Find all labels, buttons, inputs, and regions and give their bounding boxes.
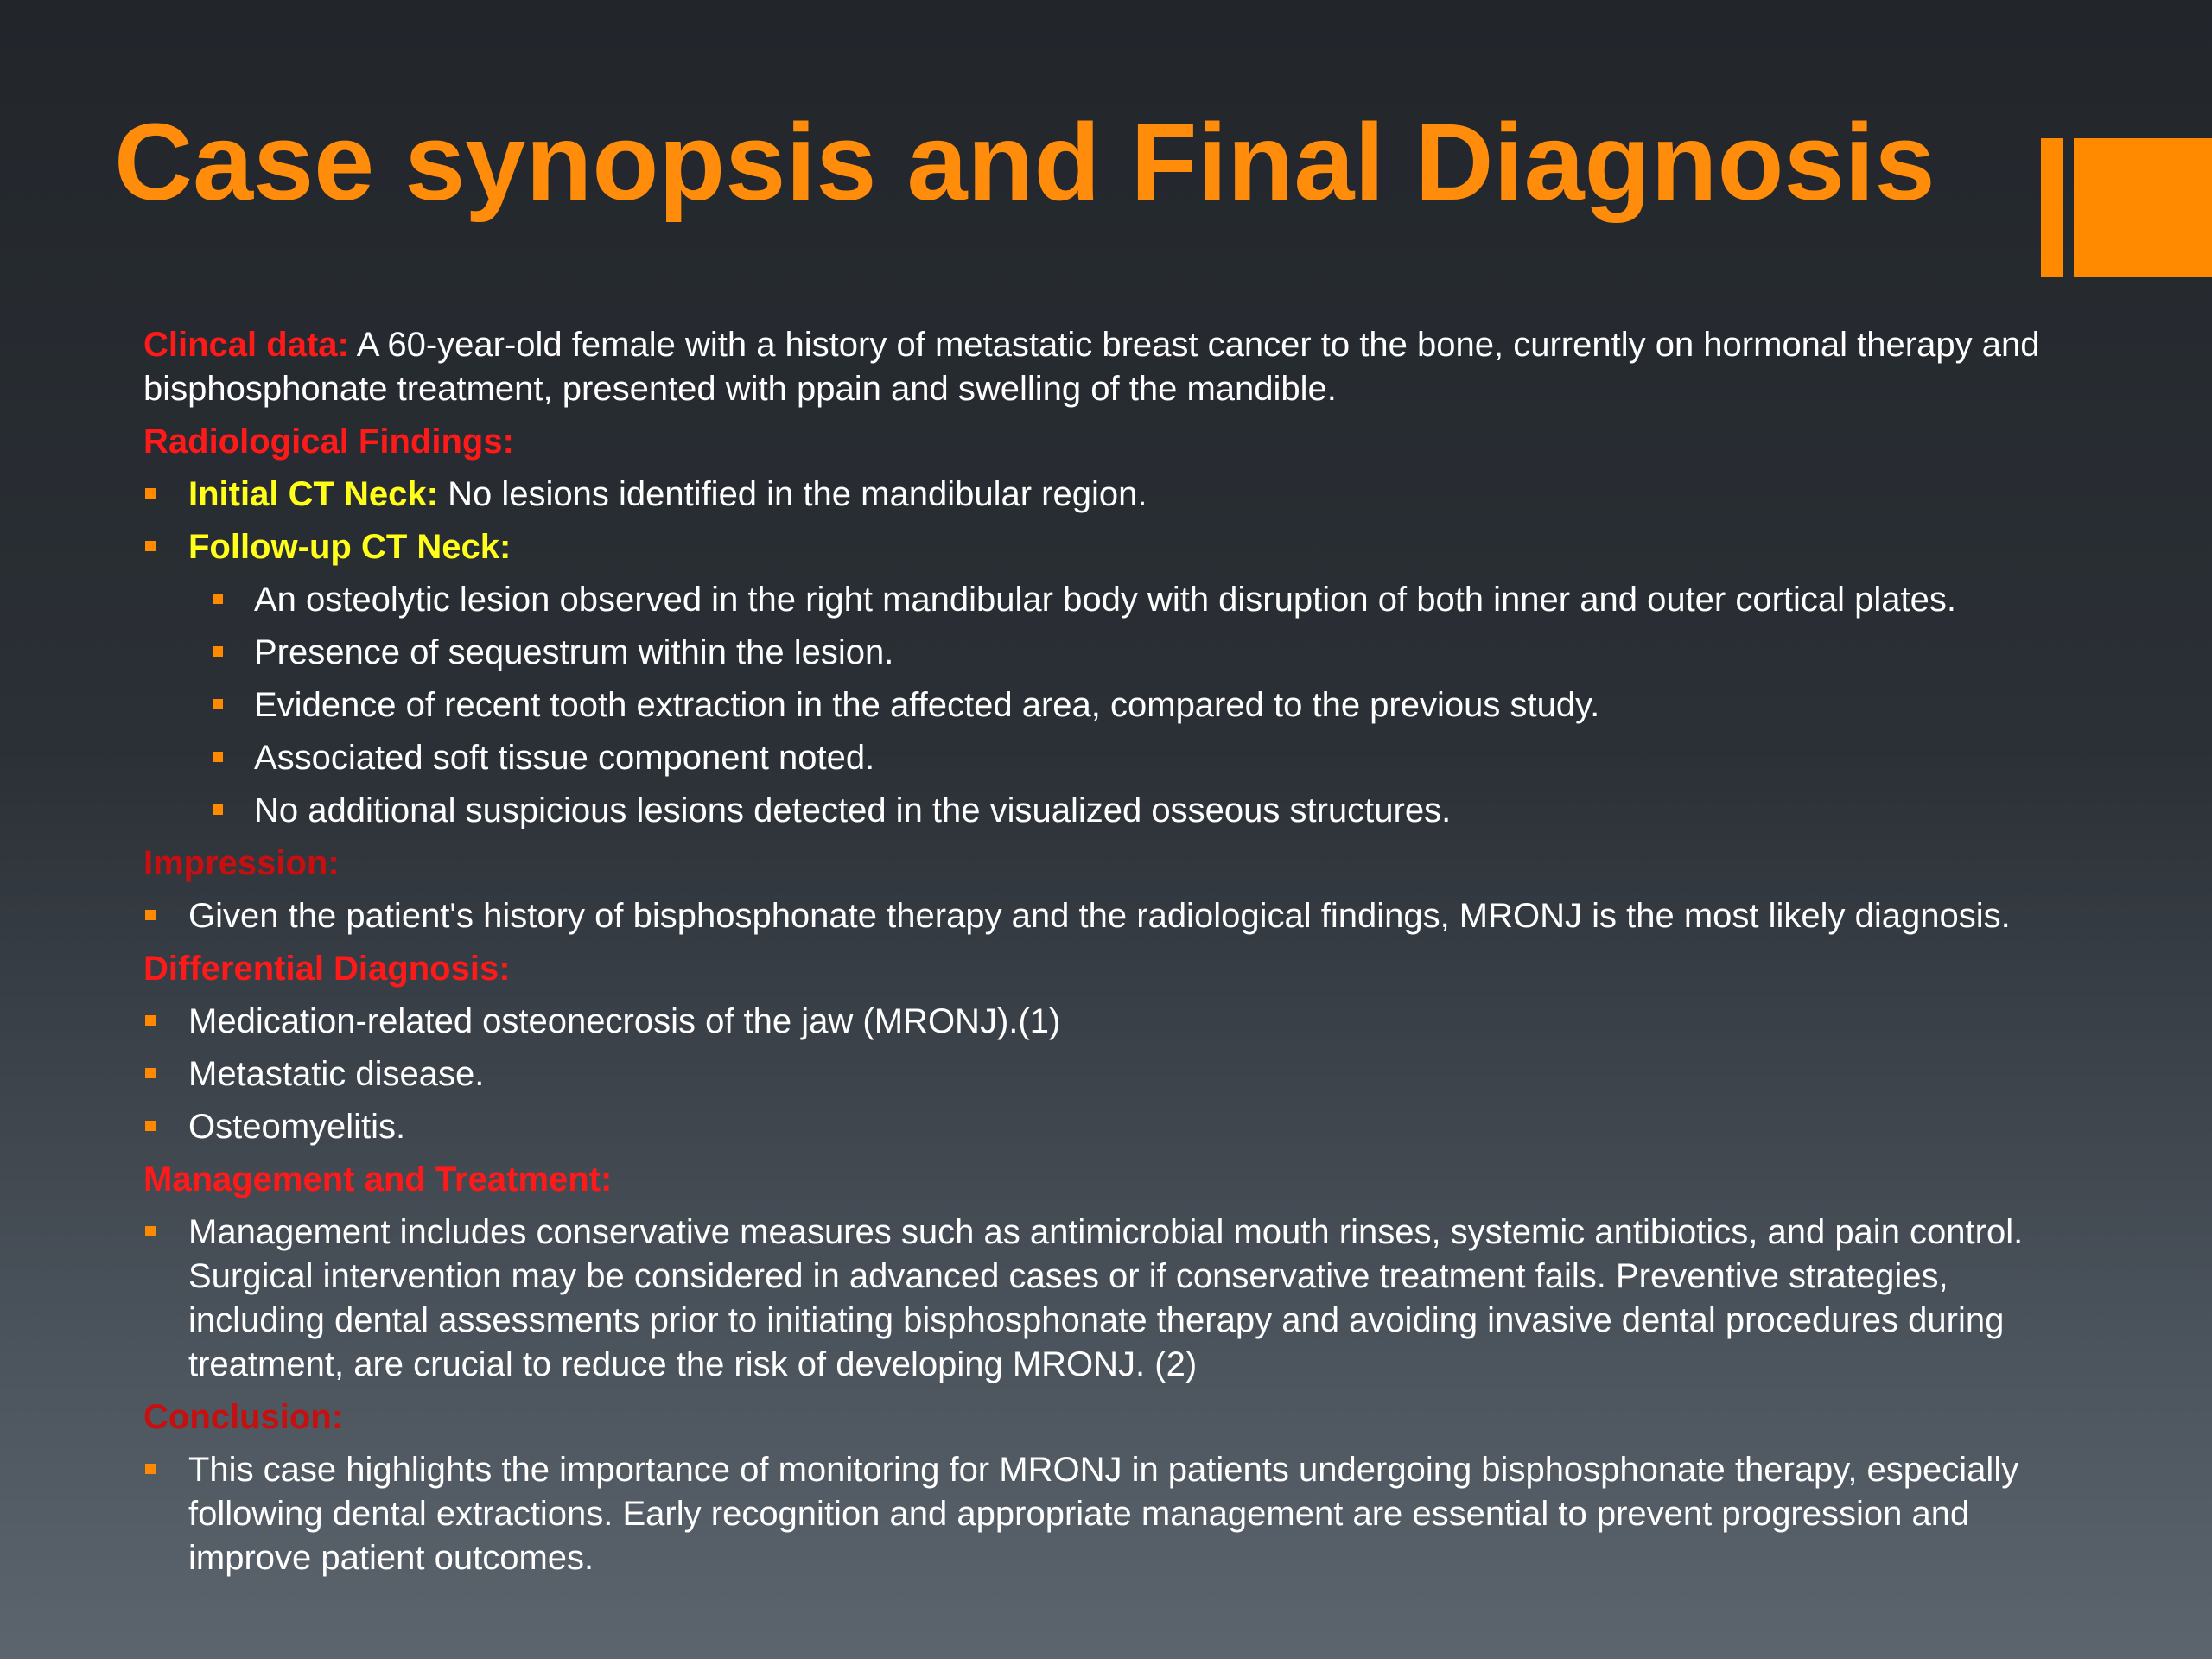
- list-item: [143, 631, 2079, 675]
- list-item-text: Given the patient's history of bisphosphonate therapy and the radiological findings, MRONJ is the most likely diagnosis.: [188, 897, 2011, 935]
- conclusion-heading: Conclusion:: [143, 1398, 344, 1436]
- list-item: [143, 473, 2079, 517]
- list-item: [143, 789, 2079, 833]
- list-item-text: This case highlights the importance of monitoring for MRONJ in patients undergoing bisphosphonate therapy, especially following dental extractions. Early recognition and appropriate management are essential to prevent progression and improve patient outcomes.: [188, 1451, 2019, 1577]
- list-item-text: Evidence of recent tooth extraction in the affected area, compared to the previous study.: [254, 686, 1600, 724]
- list-item: [143, 683, 2079, 728]
- followup-ct-label: Follow-up CT Neck:: [188, 528, 512, 566]
- accent-bar-thin: [2041, 138, 2063, 276]
- bullet-icon: [145, 1464, 156, 1474]
- list-item-text: Management includes conservative measures such as antimicrobial mouth rinses, systemic antibiotics, and pain control. Surgical intervention may be considered in advanced cases or if conservative treatment fails. Preventive strategies, including dental assessments prior to initiating bisphosphonate therapy and avoiding invasive dental procedures during treatment, are crucial to reduce the risk of developing MRONJ. (2): [188, 1213, 2024, 1383]
- radiological-findings-heading: Radiological Findings:: [143, 423, 514, 461]
- management-list: [143, 1211, 2079, 1387]
- list-item-text: An osteolytic lesion observed in the right mandibular body with disruption of both inner and outer cortical plates.: [254, 581, 1957, 619]
- list-item-text: Associated soft tissue component noted.: [254, 739, 875, 777]
- bullet-icon: [213, 646, 223, 657]
- bullet-icon: [145, 1068, 156, 1078]
- bullet-icon: [213, 804, 223, 815]
- list-item-text: Medication-related osteonecrosis of the jaw (MRONJ).(1): [188, 1002, 1061, 1040]
- clinical-data-label: Clincal data:: [143, 326, 349, 364]
- list-item: [143, 1000, 2079, 1044]
- list-item: [143, 1448, 2079, 1580]
- impression-list: [143, 894, 2079, 938]
- bullet-icon: [145, 1015, 156, 1026]
- list-item-text: Osteomyelitis.: [188, 1108, 406, 1146]
- radiological-findings-list: [143, 473, 2079, 569]
- bullet-icon: [145, 1226, 156, 1236]
- management-heading: Management and Treatment:: [143, 1160, 613, 1198]
- list-item: [143, 525, 2079, 569]
- list-item: [143, 736, 2079, 780]
- bullet-icon: [213, 699, 223, 709]
- impression-heading: Impression:: [143, 844, 340, 882]
- bullet-icon: [145, 910, 156, 920]
- clinical-data-text: A 60-year-old female with a history of metastatic breast cancer to the bone, currently on hormonal therapy and bisphosphonate treatment, presented with ppain and swelling of the mandible.: [143, 326, 2040, 408]
- followup-findings-list: [143, 578, 2079, 833]
- slide-title: Case synopsis and Final Diagnosis: [114, 101, 1936, 223]
- initial-ct-label: Initial CT Neck:: [188, 475, 438, 513]
- clinical-data-paragraph: [143, 323, 2079, 411]
- bullet-icon: [145, 488, 156, 499]
- bullet-icon: [213, 752, 223, 762]
- list-item: [143, 1105, 2079, 1149]
- bullet-icon: [145, 541, 156, 551]
- list-item: [143, 1052, 2079, 1096]
- list-item-text: No additional suspicious lesions detected in the visualized osseous structures.: [254, 791, 1452, 830]
- differential-diagnosis-heading: Differential Diagnosis:: [143, 950, 511, 988]
- list-item: [143, 578, 2079, 622]
- conclusion-list: [143, 1448, 2079, 1580]
- list-item-text: Metastatic disease.: [188, 1055, 485, 1093]
- bullet-icon: [145, 1121, 156, 1131]
- list-item: [143, 1211, 2079, 1387]
- list-item: [143, 894, 2079, 938]
- bullet-icon: [213, 594, 223, 604]
- list-item-text: Presence of sequestrum within the lesion.: [254, 633, 894, 671]
- initial-ct-text: No lesions identified in the mandibular region.: [437, 475, 1147, 513]
- accent-bar-block: [2074, 138, 2212, 276]
- differential-diagnosis-list: [143, 1000, 2079, 1149]
- slide-body: [143, 323, 2079, 1589]
